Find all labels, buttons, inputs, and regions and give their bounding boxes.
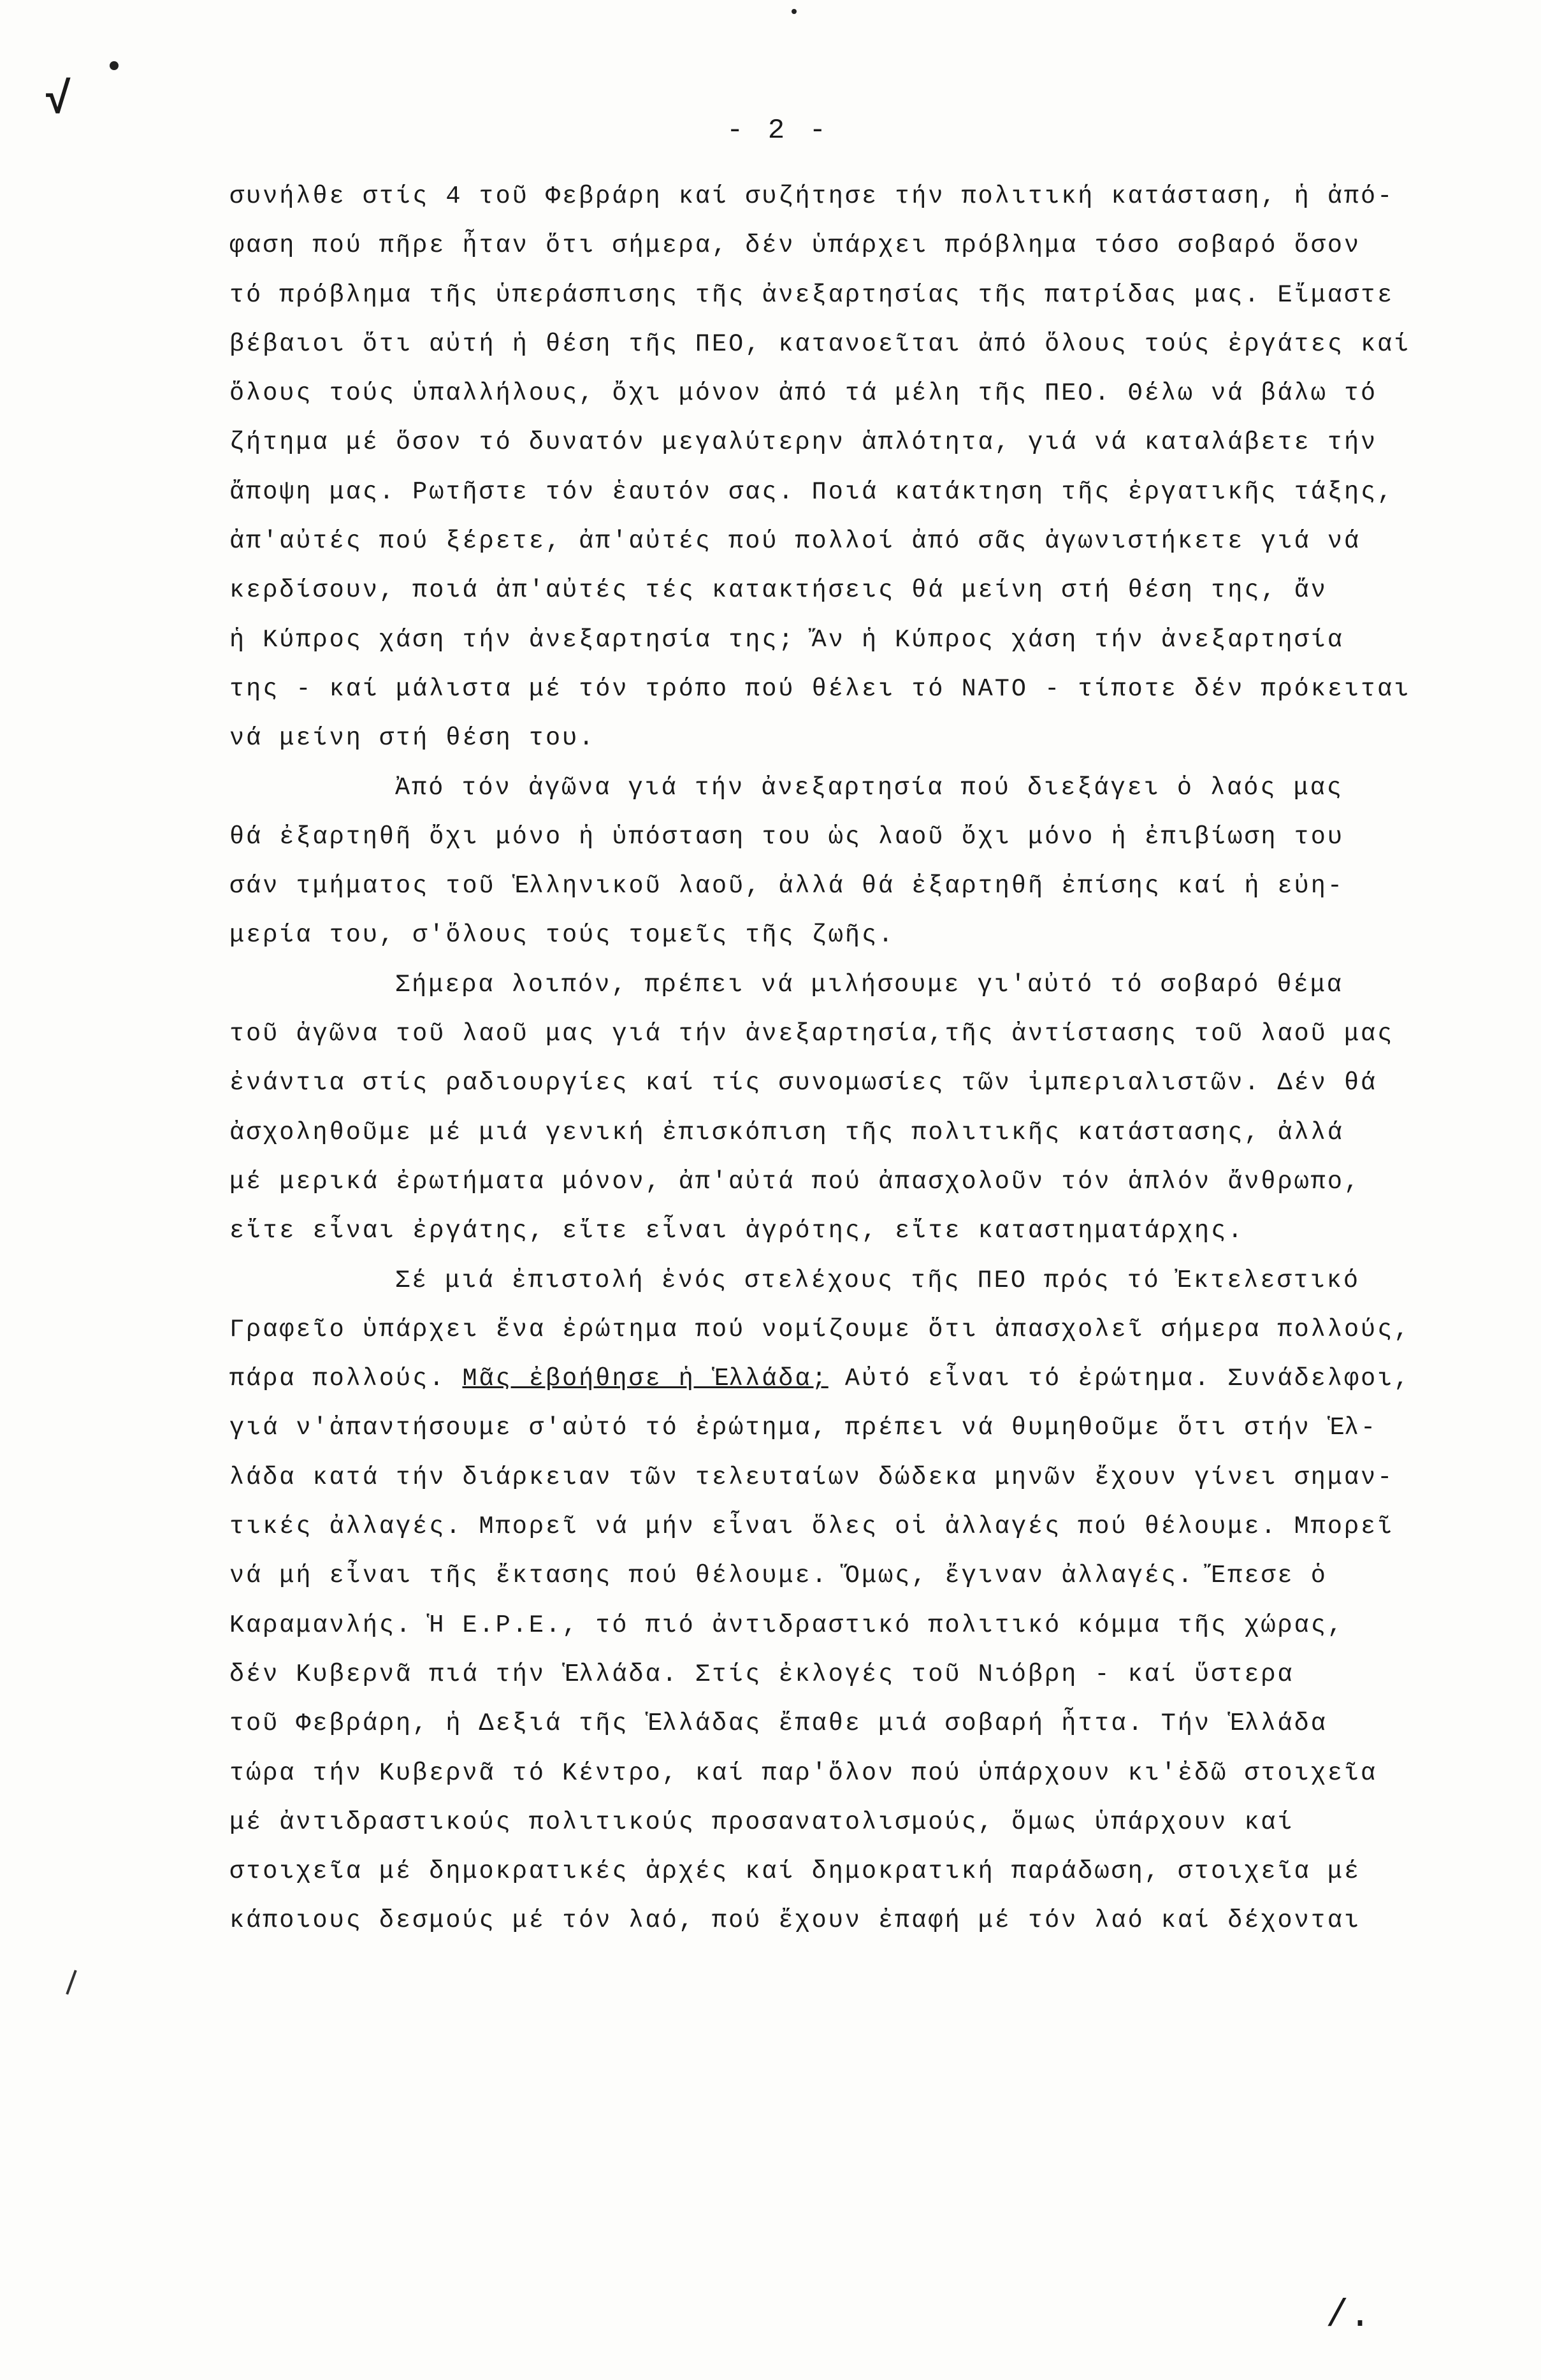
paragraph xyxy=(229,764,1421,961)
text-line: εἴτε εἶναι ἐργάτης, εἴτε εἶναι ἀγρότης, εἴτε καταστηματάρχης. xyxy=(229,1217,1245,1245)
continuation-mark: /. xyxy=(1326,2295,1372,2338)
text-line: τοῦ Φεβράρη, ἡ Δεξιά τῆς Ἑλλάδας ἔπαθε μιά σοβαρή ἧττα. Τήν Ἑλλάδα xyxy=(229,1709,1328,1738)
text-line: γιά ν'ἀπαντήσουμε σ'αὐτό τό ἐρώτημα, πρέπει νά θυμηθοῦμε ὅτι στήν Ἑλ- xyxy=(229,1414,1378,1442)
text-line: κάποιους δεσμούς μέ τόν λαό, πού ἔχουν ἐπαφή μέ τόν λαό καί δέχονται xyxy=(229,1906,1361,1935)
text-line: της - καί μάλιστα μέ τόν τρόπο πού θέλει τό ΝΑΤΟ - τίποτε δέν πρόκειται xyxy=(229,674,1411,703)
text-line: φαση πού πῆρε ἦταν ὅτι σήμερα, δέν ὑπάρχει πρόβλημα τόσο σοβαρό ὅσον xyxy=(229,231,1361,260)
text-line: μέ μερικά ἐρωτήματα μόνον, ἀπ'αὐτά πού ἀπασχολοῦν τόν ἁπλόν ἄνθρωπο, xyxy=(229,1167,1361,1196)
text-line: δέν Κυβερνᾶ πιά τήν Ἑλλάδα. Στίς ἐκλογές τοῦ Νιόβρη - καί ὕστερα xyxy=(229,1660,1294,1688)
text-line: τό πρόβλημα τῆς ὑπεράσπισης τῆς ἀνεξαρτησίας τῆς πατρίδας μας. Εἴμαστε xyxy=(229,280,1394,309)
text-line: στοιχεῖα μέ δημοκρατικές ἀρχές καί δημοκρατική παράδωση, στοιχεῖα μέ xyxy=(229,1857,1361,1886)
text-line: Ἀπό τόν ἀγῶνα γιά τήν ἀνεξαρτησία πού διεξάγει ὁ λαός μας xyxy=(395,773,1343,802)
margin-check-mark: √ xyxy=(45,76,72,127)
text-line: σάν τμήματος τοῦ Ἑλληνικοῦ λαοῦ, ἀλλά θά ἐξαρτηθῆ ἐπίσης καί ἡ εὐη- xyxy=(229,872,1344,901)
text-line: ἄποψη μας. Ρωτῆστε τόν ἑαυτόν σας. Ποιά κατάκτηση τῆς ἐργατικῆς τάξης, xyxy=(229,477,1394,506)
text-line: Σέ μιά ἐπιστολή ἑνός στελέχους τῆς ΠΕΟ πρός τό Ἐκτελεστικό xyxy=(395,1266,1361,1295)
text-line: ἡ Κύπρος χάση τήν ἀνεξαρτησία της; Ἄν ἡ Κύπρος χάση τήν ἀνεξαρτησία xyxy=(229,625,1344,654)
text-line: τοῦ ἀγῶνα τοῦ λαοῦ μας γιά τήν ἀνεξαρτησία,τῆς ἀντίστασης τοῦ λαοῦ μας xyxy=(229,1020,1394,1049)
text-line: νά μείνη στή θέση του. xyxy=(229,724,596,753)
text-line: μερία του, σ'ὅλους τούς τομεῖς τῆς ζωῆς. xyxy=(229,921,895,950)
text-line: ὅλους τούς ὑπαλλήλους, ὄχι μόνον ἀπό τά μέλη τῆς ΠΕΟ. Θέλω νά βάλω τό xyxy=(229,379,1378,408)
text-line: Καραμανλής. Ἡ Ε.Ρ.Ε., τό πιό ἀντιδραστικό πολιτικό κόμμα τῆς χώρας, xyxy=(229,1611,1344,1639)
paragraph xyxy=(229,961,1421,1256)
paragraph xyxy=(229,1256,1421,1946)
document-body xyxy=(229,172,1421,1946)
text-line: Γραφεῖο ὑπάρχει ἕνα ἐρώτημα πού νομίζουμε ὅτι ἀπασχολεῖ σήμερα πολλούς, xyxy=(229,1315,1411,1344)
underlined-question: Μᾶς ἐβοήθησε ἡ Ἑλλάδα; xyxy=(462,1365,828,1393)
text-line: τικές ἀλλαγές. Μπορεῖ νά μήν εἶναι ὅλες οἱ ἀλλαγές πού θέλουμε. Μπορεῖ xyxy=(229,1513,1394,1541)
text-line: λάδα κατά τήν διάρκειαν τῶν τελευταίων δώδεκα μηνῶν ἔχουν γίνει σημαν- xyxy=(229,1463,1394,1491)
text-line: ἐνάντια στίς ραδιουργίες καί τίς συνομωσίες τῶν ἰμπεριαλιστῶν. Δέν θά xyxy=(229,1069,1378,1098)
text-line: κερδίσουν, ποιά ἀπ'αὐτές τές κατακτήσεις θά μείνη στή θέση της, ἄν xyxy=(229,576,1328,605)
margin-tick-mark xyxy=(66,1970,76,1995)
text-line: βέβαιοι ὅτι αὐτή ἡ θέση τῆς ΠΕΟ, κατανοεῖται ἀπό ὅλους τούς ἐργάτες καί xyxy=(229,330,1411,358)
ink-dot xyxy=(792,9,797,14)
text-line: νά μή εἶναι τῆς ἔκτασης πού θέλουμε. Ὅμως, ἔγιναν ἀλλαγές. Ἔπεσε ὁ xyxy=(229,1562,1328,1590)
text-line: ζήτημα μέ ὅσον τό δυνατόν μεγαλύτερην ἁπλότητα, γιά νά καταλάβετε τήν xyxy=(229,428,1378,457)
text-line: τώρα τήν Κυβερνᾶ τό Κέντρο, καί παρ'ὅλον πού ὑπάρχουν κι'ἐδῶ στοιχεῖα xyxy=(229,1759,1378,1787)
paragraph xyxy=(229,172,1421,764)
text-line: πάρα πολλούς. Μᾶς ἐβοήθησε ἡ Ἑλλάδα; Αὐτό εἶναι τό ἐρώτημα. Συνάδελφοι, xyxy=(229,1365,1411,1393)
ink-dot xyxy=(110,61,119,70)
text-line: ἀπ'αὐτές πού ξέρετε, ἀπ'αὐτές πού πολλοί ἀπό σᾶς ἀγωνιστήκετε γιά νά xyxy=(229,527,1361,556)
text-line: μέ ἀντιδραστικούς πολιτικούς προσανατολισμούς, ὅμως ὑπάρχουν καί xyxy=(229,1808,1294,1836)
text-line: θά ἐξαρτηθῆ ὄχι μόνο ἡ ὑπόσταση του ὡς λαοῦ ὄχι μόνο ἡ ἐπιβίωση του xyxy=(229,822,1344,851)
text-line: Σήμερα λοιπόν, πρέπει νά μιλήσουμε γι'αὐτό τό σοβαρό θέμα xyxy=(395,970,1343,999)
page-number: - 2 - xyxy=(727,115,830,147)
text-line: ἀσχοληθοῦμε μέ μιά γενική ἐπισκόπιση τῆς πολιτικῆς κατάστασης, ἀλλά xyxy=(229,1118,1344,1147)
text-line: συνήλθε στίς 4 τοῦ Φεβράρη καί συζήτησε τήν πολιτική κατάσταση, ἡ ἀπό- xyxy=(229,182,1394,210)
